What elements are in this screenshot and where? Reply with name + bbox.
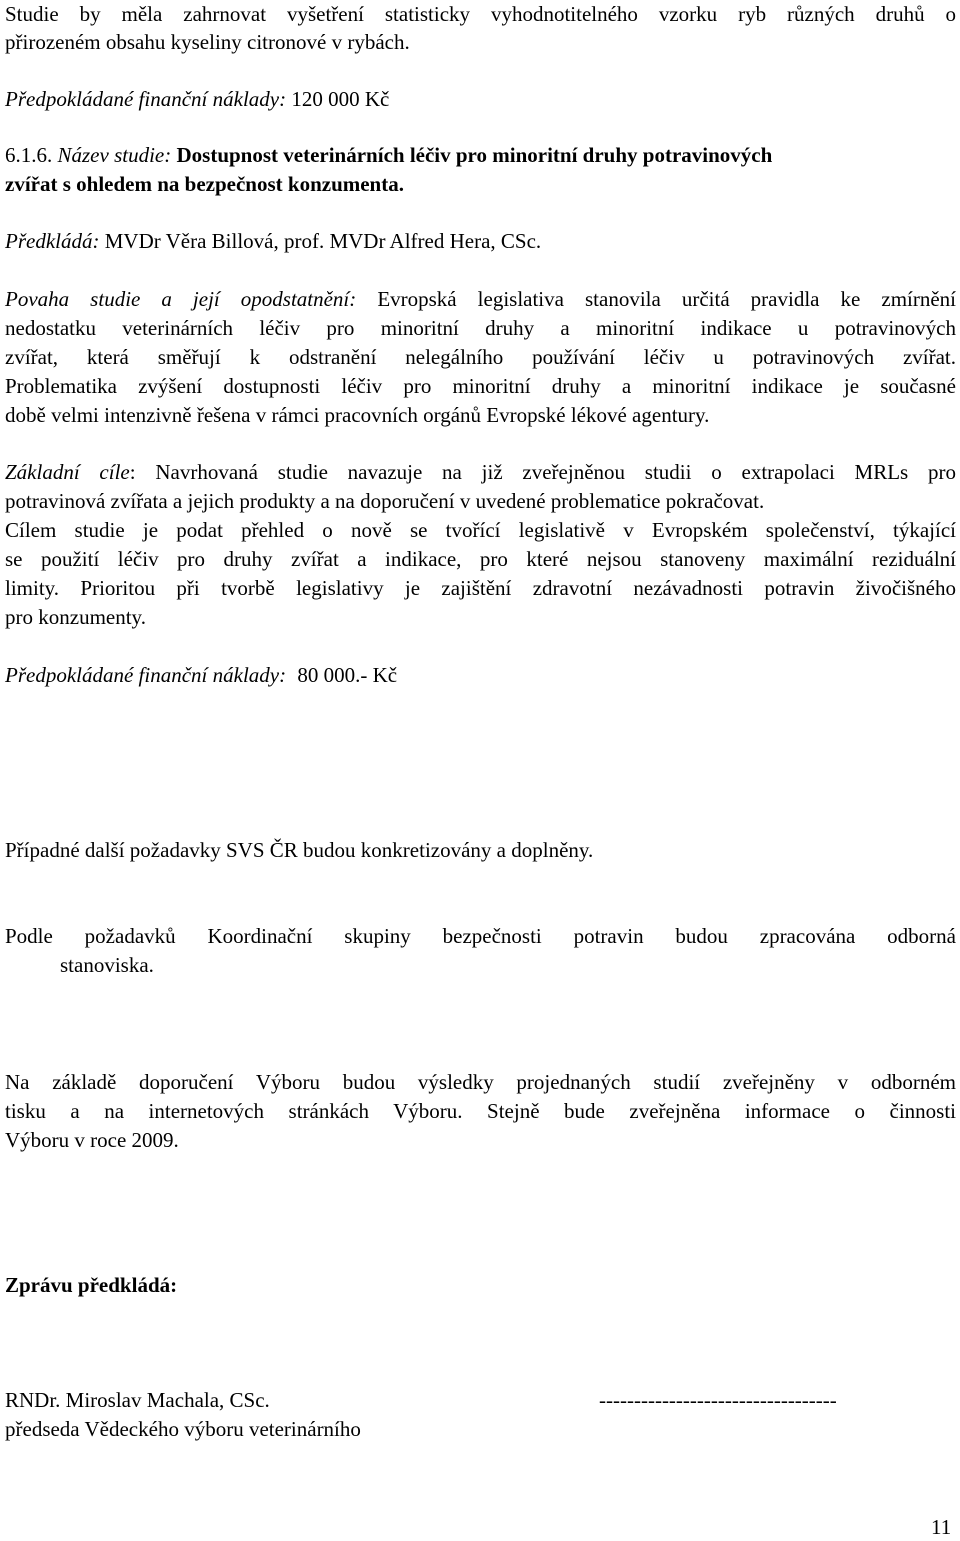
results-line-2: tisku a na internetových stránkách Výboru. Stejně bude zveřejněna informace o činnosti: [5, 1099, 956, 1123]
presenter-label: Předkládá:: [5, 229, 100, 253]
results-line-3: Výboru v roce 2009.: [5, 1128, 179, 1152]
goals-text-1: : Navrhovaná studie navazuje na již zveřejněnou studii o extrapolaci MRLs pro: [129, 460, 956, 484]
cost-paragraph-1: [5, 85, 389, 113]
svs-requirements: Případné další požadavky SVS ČR budou konkretizovány a doplněny.: [5, 838, 594, 862]
nature-line-2: nedostatku veterinárních léčiv pro minoritní druhy a minoritní indikace u potravinových: [5, 316, 956, 340]
results-line-1: Na základě doporučení Výboru budou výsledky projednaných studií zveřejněny v odborném: [5, 1070, 956, 1094]
goals-line-5: limity. Prioritou při tvorbě legislativy je zajištění zdravotní nezávadnosti potravin živočišného: [5, 576, 956, 600]
coordination-line-2: stanoviska.: [60, 953, 154, 977]
study-title-label: Název studie:: [57, 143, 172, 167]
study-number: 6.1.6.: [5, 143, 53, 167]
nature-text-1: Evropská legislativa stanovila určitá pravidla ke zmírnění: [377, 287, 957, 311]
nature-line-4: Problematika zvýšení dostupnosti léčiv pro minoritní druhy a minoritní indikace je současné: [5, 374, 956, 398]
cost-value: 120 000 Kč: [291, 87, 390, 111]
study-title-line-1: [5, 141, 772, 169]
goals-line-6: pro konzumenty.: [5, 605, 146, 629]
goals-line-1: [5, 458, 956, 486]
presenter-line: [5, 227, 541, 255]
nature-line-1: [5, 285, 956, 313]
signatory-name: RNDr. Miroslav Machala, CSc.: [5, 1388, 270, 1412]
goals-line-2: potravinová zvířata a jejich produkty a na doporučení v uvedené problematice pokračovat.: [5, 489, 765, 513]
study-title-line-2: zvířat s ohledem na bezpečnost konzumenta.: [5, 172, 404, 196]
study-title: Dostupnost veterinárních léčiv pro minoritní druhy potravinových: [176, 143, 773, 167]
signature-line: ----------------------------------: [599, 1388, 837, 1412]
goals-line-4: se použití léčiv pro druhy zvířat a indikace, pro které nejsou stanoveny maximální reziduální: [5, 547, 956, 571]
goals-label: Základní cíle: [5, 460, 130, 484]
cost2-label: Předpokládané finanční náklady:: [5, 663, 287, 687]
cost2-value: 80 000.- Kč: [297, 663, 398, 687]
nature-line-5: době velmi intenzivně řešena v rámci pracovních orgánů Evropské lékové agentury.: [5, 403, 710, 427]
signatory-role: předseda Vědeckého výboru veterinárního: [5, 1417, 361, 1441]
cost-label: Předpokládané finanční náklady:: [5, 87, 287, 111]
intro-line-1: Studie by měla zahrnovat vyšetření statisticky vyhodnotitelného vzorku ryb různých druhů o: [5, 2, 956, 26]
cost-paragraph-2: [5, 661, 397, 689]
coordination-line-1: Podle požadavků Koordinační skupiny bezpečnosti potravin budou zpracována odborná: [5, 924, 956, 948]
intro-line-2: přirozeném obsahu kyseliny citronové v rybách.: [5, 30, 410, 54]
page-number: 11: [931, 1515, 952, 1539]
nature-label: Povaha studie a její opodstatnění:: [5, 287, 357, 311]
goals-line-3: Cílem studie je podat přehled o nově se tvořící legislativě v Evropském společenství, týkající: [5, 518, 956, 542]
nature-line-3: zvířat, která směřují k odstranění nelegálního používání léčiv u potravinových zvířat.: [5, 345, 956, 369]
signature-heading: Zprávu předkládá:: [5, 1273, 178, 1297]
presenter-names: MVDr Věra Billová, prof. MVDr Alfred Hera, CSc.: [104, 229, 542, 253]
